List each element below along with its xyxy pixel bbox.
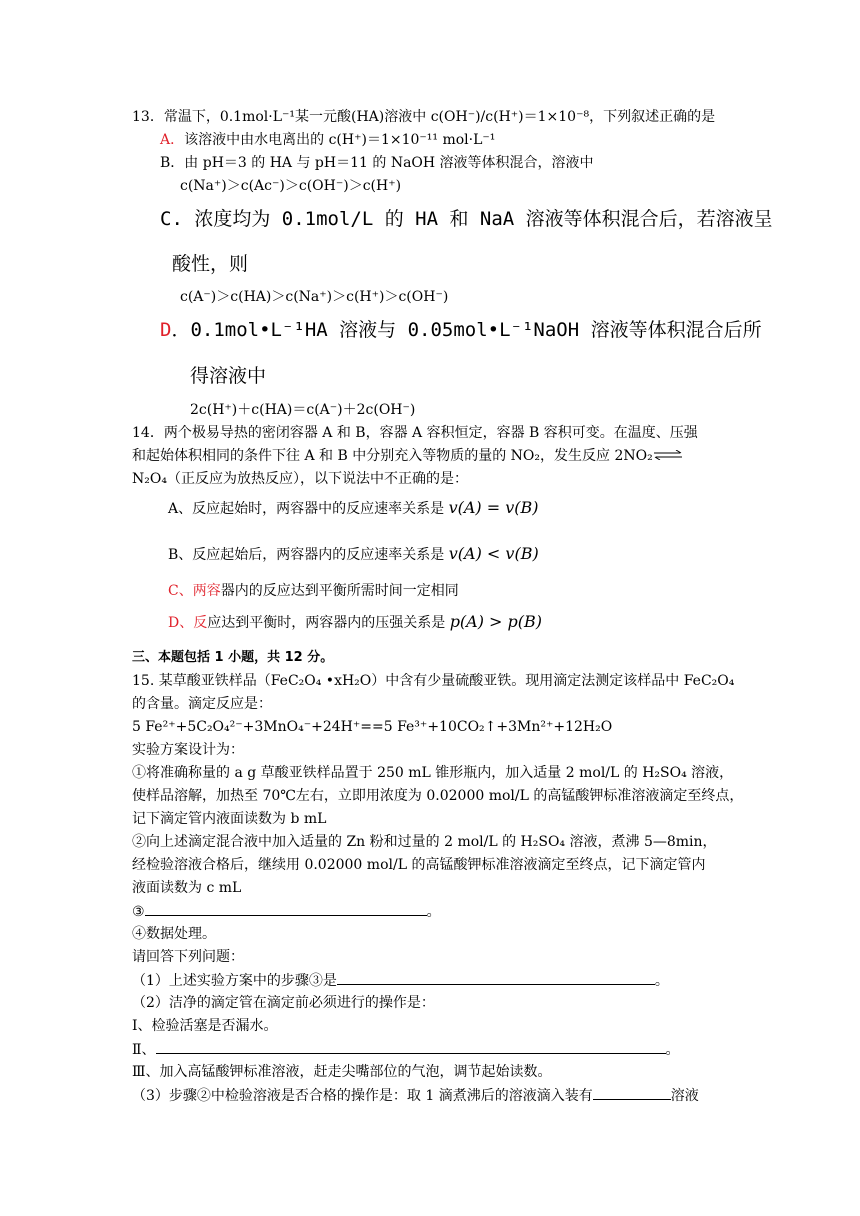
q13-option-c-line1: C. 浓度均为 0.1mol/L 的 HA 和 NaA 溶液等体积混合后，若溶液呈 [160,208,773,230]
q13-option-b-line2: c(Na⁺)＞c(Ac⁻)＞c(OH⁻)＞c(H⁺) [180,178,402,194]
q15-equation: 5 Fe²⁺+5C₂O₄²⁻+3MnO₄⁻+24H⁺==5 Fe³⁺+10CO₂↑+3Mn²⁺+12H₂O [132,719,613,735]
q15-sub1-blank[interactable] [337,971,655,985]
q14-option-c-text: 器内的反应达到平衡所需时间一定相同 [220,583,459,599]
q14-option-b-formula: v(A) < v(B) [448,544,539,563]
q15-sub1 [132,971,669,990]
q15-sub1-end: 。 [654,973,669,989]
q15-step1-line3: 记下滴定管内液面读数为 b mL [132,811,327,827]
q13-option-d-line1 [160,318,762,342]
q15-sub3-end: 溶液 [670,1088,699,1104]
q15-step3-marker: ③ [132,904,145,920]
q13-option-d-letter: D [160,319,172,341]
q14-option-d-formula: p(A) > p(B) [449,612,543,631]
q15-sub3-blank[interactable] [593,1086,671,1100]
q15-sub1-text: （1）上述实验方案中的步骤③是 [132,973,337,989]
q15-step3-blank[interactable] [145,902,427,916]
equilibrium-arrow-icon [653,447,683,465]
q15-sub2-iii: Ⅲ、加入高锰酸钾标准溶液，赶走尖嘴部位的气泡，调节起始读数。 [132,1064,552,1080]
q15-sub2-ii-label: Ⅱ、 [132,1042,156,1058]
q14-line2 [132,447,683,465]
q14-option-a-formula: v(A) = v(B) [448,498,539,517]
q15-step1-line2: 使样品溶解，加热至 70℃左右，立即用浓度为 0.02000 mol/L 的高锰酸钾标准溶液滴定至终点， [132,788,744,804]
q15-step4: ④数据处理。 [132,926,216,942]
q13-option-c-line2: 酸性，则 [172,253,249,275]
q14-option-c-red: C、两容 [168,583,221,599]
q15-line2: 的含量。滴定反应是： [132,696,272,712]
q14-option-a-text: A、反应起始时，两容器中的反应速率关系是 [168,501,445,517]
q14-option-a [168,499,539,518]
q13-option-c-line3: c(A⁻)＞c(HA)＞c(Na⁺)＞c(H⁺)＞c(OH⁻) [180,289,449,305]
q14-option-b [168,545,539,564]
section-heading: 三、本题包括 1 小题，共 12 分。 [132,650,334,665]
q14-option-d [168,613,542,632]
q15-sub3-text: （3）步骤②中检验溶液是否合格的操作是：取 1 滴煮沸后的溶液滴入装有 [132,1088,593,1104]
q13-option-a [160,131,495,149]
q14-line3: N₂O₄（正反应为放热反应），以下说法中不正确的是： [132,471,468,487]
q14-option-d-red: D、反 [168,615,208,631]
q15-step2-line2: 经检验溶液合格后，继续用 0.02000 mol/L 的高锰酸钾标准溶液滴定至终点，记下滴定管内 [132,857,706,873]
q15-sub2: （2）洁净的滴定管在滴定前必须进行的操作是： [132,995,435,1011]
q15-sub2-ii-blank[interactable] [156,1040,666,1054]
q13-option-a-letter: A． [160,132,185,148]
q15-line1: 15. 某草酸亚铁样品（FeC₂O₄ •xH₂O）中含有少量硫酸亚铁。现用滴定法测定该样品中 FeC₂O₄ [132,673,735,689]
q13-option-d-text: ．0.1mol•L⁻¹HA 溶液与 0.05mol•L⁻¹NaOH 溶液等体积混合后所 [171,319,762,341]
q15-step2-line1: ②向上述滴定混合液中加入适量的 Zn 粉和过量的 2 mol/L 的 H₂SO₄ 溶液，煮沸 5—8min， [132,834,717,850]
q15-step1-line1: ①将准确称量的 a g 草酸亚铁样品置于 250 mL 锥形瓶内，加入适量 2 mol/L 的 H₂SO₄ 溶液， [132,765,734,781]
q14-option-b-text: B、反应起始后，两容器内的反应速率关系是 [168,547,445,563]
q14-option-d-text: 应达到平衡时，两容器内的压强关系是 [207,615,446,631]
q15-step3-end: 。 [426,904,441,920]
q14-option-c [168,582,459,600]
q15-design: 实验方案设计为： [132,742,244,758]
q15-ask: 请回答下列问题： [132,949,244,965]
q14-line1: 14．两个极易导热的密闭容器 A 和 B，容器 A 容积恒定，容器 B 容积可变。在温度、压强 [132,425,698,441]
q13-option-b-line1: B．由 pH＝3 的 HA 与 pH＝11 的 NaOH 溶液等体积混合，溶液中 [160,155,594,171]
q13-option-a-text: 该溶液中由水电离出的 c(H⁺)＝1×10⁻¹¹ mol·L⁻¹ [184,132,496,148]
q15-sub3 [132,1086,699,1105]
q13-option-d-line2: 得溶液中 [190,365,267,387]
q15-sub2-i: Ⅰ、检验活塞是否漏水。 [132,1018,278,1034]
q15-sub2-ii-end: 。 [665,1042,680,1058]
q13-option-d-line3: 2c(H⁺)＋c(HA)＝c(A⁻)＋2c(OH⁻) [190,402,416,418]
q15-sub2-ii [132,1040,680,1059]
q14-line2-text: 和起始体积相同的条件下往 A 和 B 中分别充入等物质的量的 NO₂，发生反应 2NO₂ [132,448,653,464]
q15-step3 [132,902,441,921]
q13-stem: 13．常温下，0.1mol·L⁻¹某一元酸(HA)溶液中 c(OH⁻)/c(H⁺)＝1×10⁻⁸，下列叙述正确的是 [132,109,716,125]
q15-step2-line3: 液面读数为 c mL [132,880,242,896]
